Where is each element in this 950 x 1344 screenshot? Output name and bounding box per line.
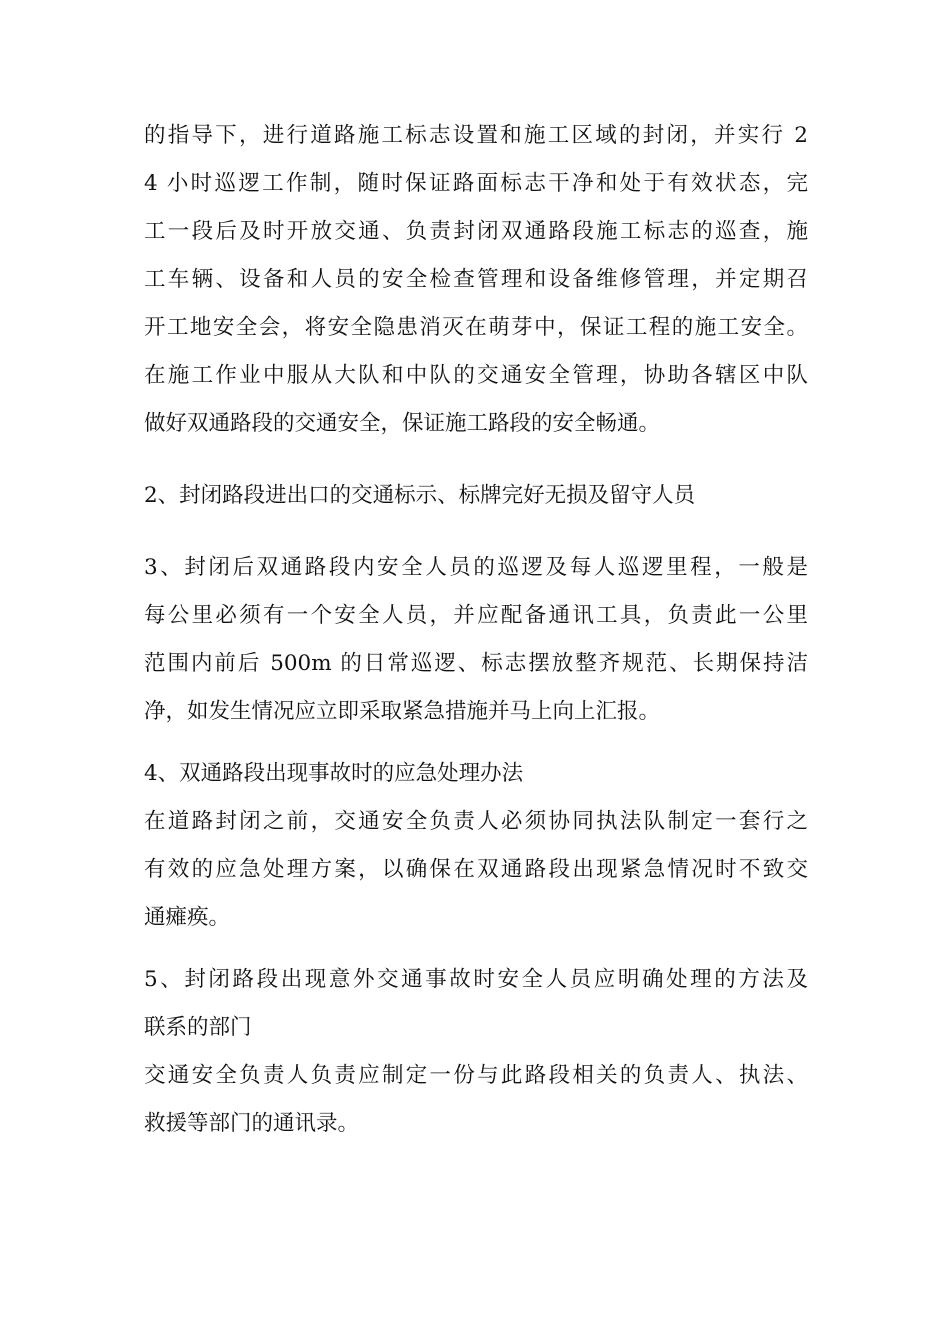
document-body (144, 112, 808, 1148)
paragraph-line: 工车辆、设备和人员的安全检查管理和设备维修管理，并定期召 (144, 267, 808, 292)
paragraph-line: 在道路封闭之前，交通安全负责人必须协同执法队制定一套行之 (144, 809, 808, 834)
paragraph-4 (144, 750, 808, 942)
paragraph-line: 在施工作业中服从大队和中队的交通安全管理，协助各辖区中队 (144, 363, 808, 388)
paragraph-line: 4 小时巡逻工作制，随时保证路面标志干净和处于有效状态，完 (144, 171, 808, 196)
paragraph-line: 开工地安全会，将安全隐患消灭在萌芽中，保证工程的施工安全。 (144, 315, 808, 340)
section-heading: 5、封闭路段出现意外交通事故时安全人员应明确处理的方法及 (144, 967, 808, 992)
section-heading: 联系的部门 (144, 1015, 252, 1040)
paragraph-line: 范围内前后 500m 的日常巡逻、标志摆放整齐规范、长期保持洁 (144, 651, 808, 676)
paragraph-line: 救援等部门的通讯录。 (144, 1111, 360, 1136)
paragraph-line: 通瘫痪。 (144, 905, 231, 930)
paragraph-line: 的指导下，进行道路施工标志设置和施工区域的封闭，并实行 2 (144, 123, 808, 148)
paragraph-line: 有效的应急处理方案，以确保在双通路段出现紧急情况时不致交 (144, 857, 808, 882)
paragraph-line: 净，如发生情况应立即采取紧急措施并马上向上汇报。 (144, 699, 661, 724)
paragraph-gap (144, 520, 808, 544)
paragraph-line: 做好双通路段的交通安全，保证施工路段的安全畅通。 (144, 411, 661, 436)
paragraph-line: 工一段后及时开放交通、负责封闭双通路段施工标志的巡查，施 (144, 219, 808, 244)
paragraph-2 (144, 472, 808, 520)
section-heading: 4、双通路段出现事故时的应急处理办法 (144, 761, 524, 786)
section-heading: 2、封闭路段进出口的交通标示、标牌完好无损及留守人员 (144, 483, 696, 508)
paragraph-gap (144, 448, 808, 472)
paragraph-line: 交通安全负责人负责应制定一份与此路段相关的负责人、执法、 (144, 1063, 808, 1088)
paragraph-5 (144, 956, 808, 1148)
paragraph-line: 每公里必须有一个安全人员，并应配备通讯工具，负责此一公里 (144, 603, 808, 628)
paragraph-1 (144, 112, 808, 448)
paragraph-gap (144, 942, 808, 956)
paragraph-gap (144, 736, 808, 750)
paragraph-3 (144, 544, 808, 736)
paragraph-line: 3、封闭后双通路段内安全人员的巡逻及每人巡逻里程，一般是 (144, 555, 808, 580)
